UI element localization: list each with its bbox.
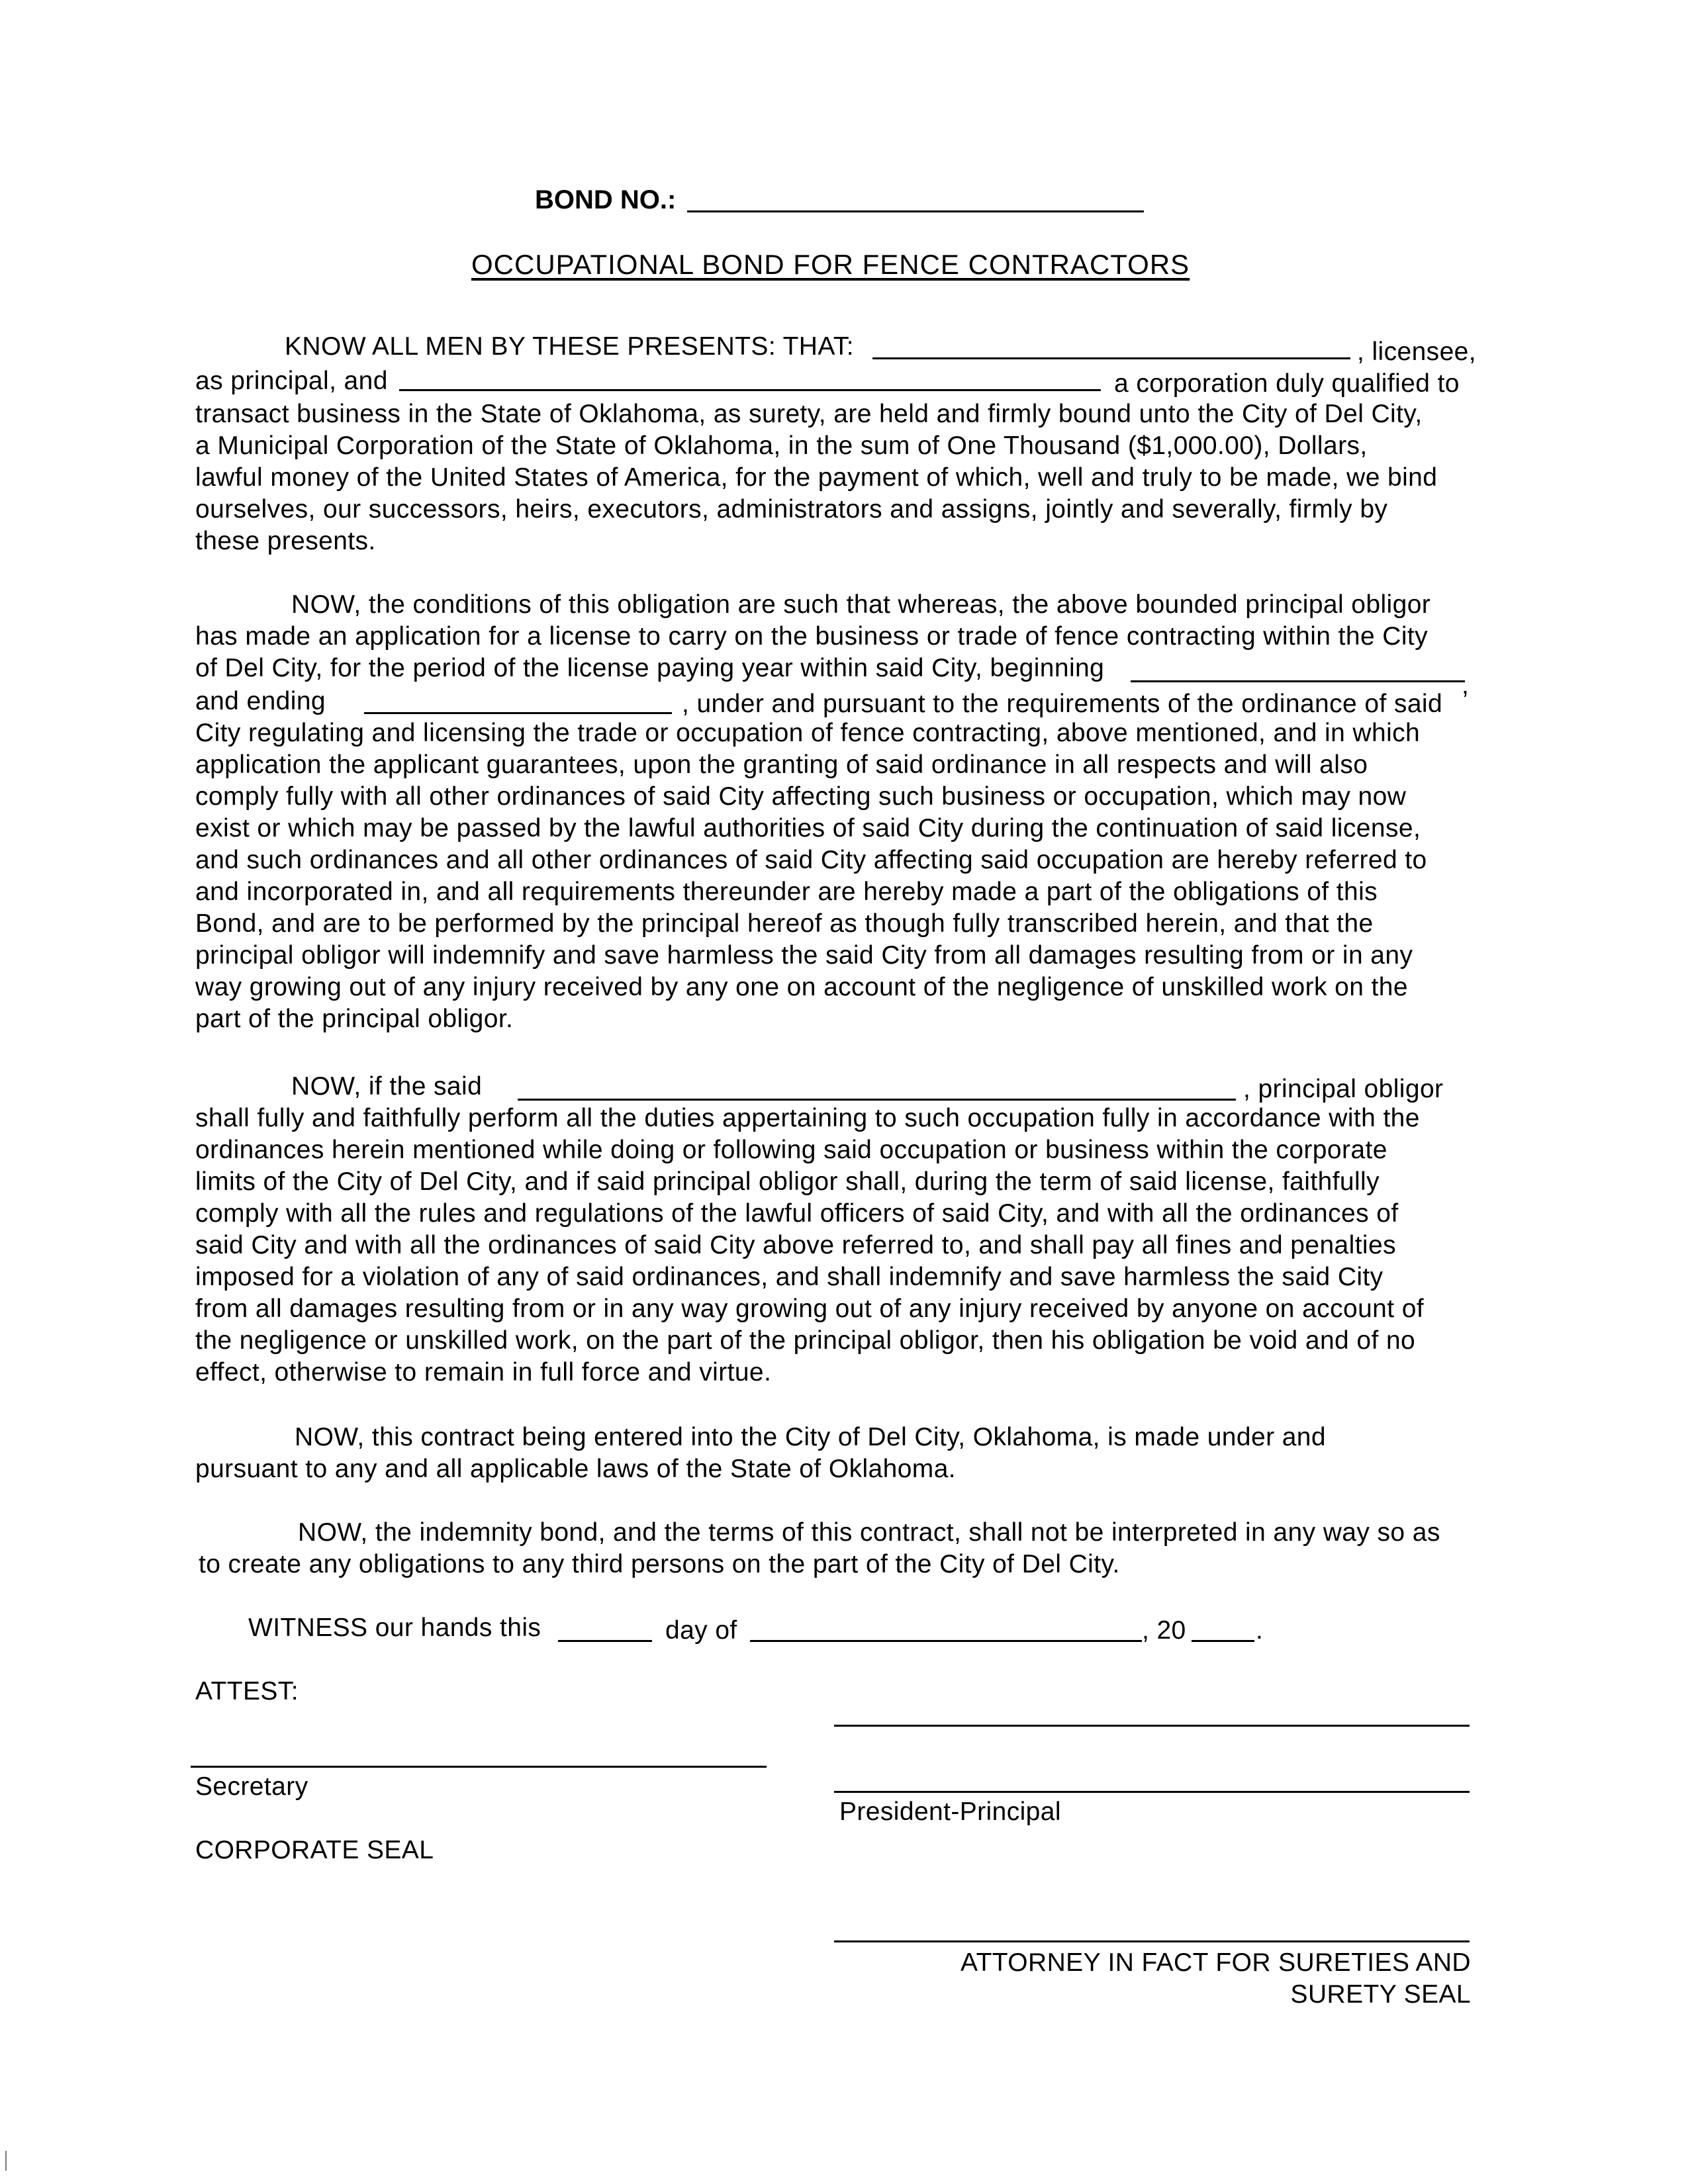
attorney-label-line1: ATTORNEY IN FACT FOR SURETIES AND xyxy=(961,1948,1471,1977)
principal-obligor-name-field[interactable] xyxy=(518,1099,1236,1101)
secretary-signature-line[interactable] xyxy=(191,1766,767,1768)
text-line: exist or which may be passed by the lawful authorities of said City during the continuation of said license, xyxy=(195,814,1421,842)
witness-year-field[interactable] xyxy=(1192,1640,1254,1642)
license-end-date-field[interactable] xyxy=(364,712,672,714)
text-line: limits of the City of Del City, and if said principal obligor shall, during the term of said license, faithfully xyxy=(195,1167,1380,1196)
para5-line2: to create any obligations to any third persons on the part of the City of Del City. xyxy=(199,1550,1120,1578)
document-title: OCCUPATIONAL BOND FOR FENCE CONTRACTORS xyxy=(471,249,1190,280)
bond-number-label: BOND NO.: xyxy=(535,185,677,214)
para2-line3: of Del City, for the period of the license paying year within said City, beginning xyxy=(195,654,1105,682)
para5-line1: NOW, the indemnity bond, and the terms of this contract, shall not be interpreted in any way so as xyxy=(298,1518,1440,1547)
licensee-name-field[interactable] xyxy=(872,357,1350,359)
secretary-label: Secretary xyxy=(195,1772,308,1801)
para1-line1-start: KNOW ALL MEN BY THESE PRESENTS: THAT: xyxy=(285,332,855,361)
attorney-signature-line[interactable] xyxy=(834,1940,1470,1942)
text-line: ourselves, our successors, heirs, executors, administrators and assigns, jointly and severally, firmly by xyxy=(195,495,1388,523)
paragraph-2 xyxy=(195,717,1479,1035)
text-line: and such ordinances and all other ordinances of said City affecting said occupation are hereby referred to xyxy=(195,846,1427,874)
text-line: part of the principal obligor. xyxy=(195,1005,514,1033)
para3-line1-end: , principal obligor xyxy=(1243,1075,1444,1103)
text-line: said City and with all the ordinances of said City above referred to, and shall pay all fines and penalties xyxy=(195,1231,1396,1259)
text-line: Bond, and are to be performed by the principal hereof as though fully transcribed herein, and that the xyxy=(195,909,1374,938)
text-line: ordinances herein mentioned while doing or following said occupation or business within the corporate xyxy=(195,1136,1387,1164)
text-line: comply fully with all other ordinances of said City affecting such business or occupation, which may now xyxy=(195,782,1407,811)
text-line: effect, otherwise to remain in full force and virtue. xyxy=(195,1358,772,1387)
page-edge-mark xyxy=(5,2151,7,2171)
witness-month-field[interactable] xyxy=(750,1640,1142,1642)
text-line: lawful money of the United States of America, for the payment of which, well and truly to be made, we bind xyxy=(195,463,1438,492)
surety-name-field[interactable] xyxy=(399,389,1101,391)
para2-line4-start: and ending xyxy=(195,687,326,715)
paragraph-3 xyxy=(195,1103,1479,1388)
text-line: the negligence or unskilled work, on the part of the principal obligor, then his obligation be void and of no xyxy=(195,1326,1416,1355)
para2-line2: has made an application for a license to carry on the business or trade of fence contracting within the City xyxy=(195,622,1429,651)
para1-line2-end: a corporation duly qualified to xyxy=(1114,369,1460,398)
corporate-seal-label: CORPORATE SEAL xyxy=(195,1836,434,1864)
president-principal-label: President-Principal xyxy=(839,1797,1061,1826)
para1-line2-start: as principal, and xyxy=(195,367,388,395)
text-line: principal obligor will indemnify and save harmless the said City from all damages resulting from or in any xyxy=(195,941,1413,970)
para4-line1: NOW, this contract being entered into the City of Del City, Oklahoma, is made under and xyxy=(295,1423,1326,1451)
president-signature-line[interactable] xyxy=(834,1791,1470,1793)
attest-signature-line[interactable] xyxy=(834,1725,1470,1727)
text-line: way growing out of any injury received by any one on account of the negligence of unskilled work on the xyxy=(195,973,1408,1001)
attest-label: ATTEST: xyxy=(195,1677,299,1706)
text-line: a Municipal Corporation of the State of Oklahoma, in the sum of One Thousand ($1,000.00), Dollars, xyxy=(195,432,1368,460)
witness-label: WITNESS our hands this xyxy=(248,1614,541,1642)
paragraph-1 xyxy=(195,398,1479,557)
witness-period: . xyxy=(1256,1616,1264,1645)
para2-line1: NOW, the conditions of this obligation are such that whereas, the above bounded principal obligor xyxy=(291,590,1431,619)
attorney-label-line2: SURETY SEAL xyxy=(1290,1980,1471,2009)
text-line: application the applicant guarantees, upon the granting of said ordinance in all respects and will also xyxy=(195,751,1368,779)
text-line: imposed for a violation of any of said ordinances, and shall indemnify and save harmless the said City xyxy=(195,1263,1383,1291)
text-line: shall fully and faithfully perform all the duties appertaining to such occupation fully in accordance with the xyxy=(195,1104,1420,1132)
text-line: and incorporated in, and all requirements thereunder are hereby made a part of the obligations of this xyxy=(195,878,1378,906)
text-line: from all damages resulting from or in any way growing out of any injury received by anyone on account of xyxy=(195,1295,1425,1323)
witness-year-prefix: , 20 xyxy=(1142,1616,1186,1645)
comma: , xyxy=(1462,671,1470,700)
para3-line1-start: NOW, if the said xyxy=(291,1072,483,1101)
text-line: these presents. xyxy=(195,527,376,555)
witness-day-field[interactable] xyxy=(558,1640,652,1642)
bond-number-field[interactable] xyxy=(687,210,1144,212)
witness-day-of: day of xyxy=(665,1616,737,1645)
text-line: comply with all the rules and regulations of the lawful officers of said City, and with all the ordinances of xyxy=(195,1199,1399,1228)
license-begin-date-field[interactable] xyxy=(1131,680,1465,682)
para4-line2: pursuant to any and all applicable laws of the State of Oklahoma. xyxy=(195,1455,957,1483)
para1-line1-end: , licensee, xyxy=(1357,338,1476,366)
text-line: City regulating and licensing the trade or occupation of fence contracting, above mentioned, and in which xyxy=(195,719,1421,747)
text-line: transact business in the State of Oklahoma, as surety, are held and firmly bound unto the City of Del City, xyxy=(195,400,1423,428)
para2-line4-end: , under and pursuant to the requirements of the ordinance of said xyxy=(682,690,1443,718)
